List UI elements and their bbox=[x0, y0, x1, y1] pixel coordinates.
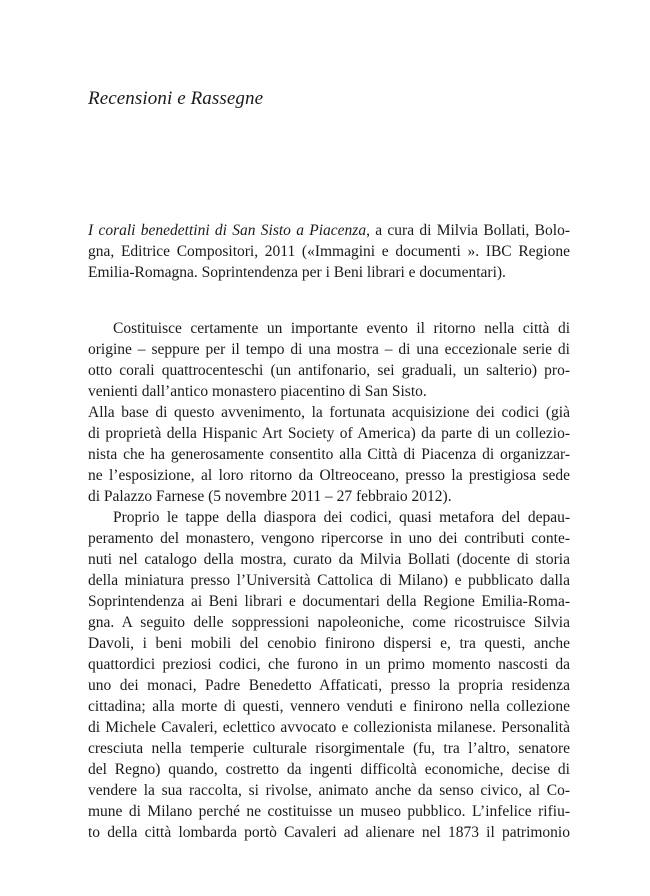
body-line: Proprio le tappe della diaspora dei codici, quasi metafora del depau- bbox=[113, 509, 570, 526]
citation-line: gna, Editrice Compositori, 2011 («Immagini e documenti ». IBC Regione bbox=[88, 243, 570, 260]
book-title: I corali benedettini di San Sisto a Piacenza bbox=[88, 222, 367, 239]
body-line: venienti dall’antico monastero piacentino di San Sisto. bbox=[88, 383, 427, 400]
body-line: peramento del monastero, vengono ripercorse in uno dei contributi conte- bbox=[88, 530, 570, 547]
citation-line bbox=[88, 220, 570, 241]
body-line: di Palazzo Farnese (5 novembre 2011 – 27 febbraio 2012). bbox=[88, 488, 452, 505]
body-line: nista che ha generosamente consentito alla Città di Piacenza di organizzar- bbox=[88, 446, 570, 463]
citation-text: , a cura di Milvia Bollati, Bolo- bbox=[366, 222, 570, 239]
body-line: mune di Milano perché ne costituisse un museo pubblico. L’infelice rifiu- bbox=[88, 803, 570, 820]
body-line: quattordici preziosi codici, che furono in un primo momento nascosti da bbox=[88, 656, 570, 673]
section-title: Recensioni e Rassegne bbox=[88, 88, 264, 109]
body-line: della miniatura presso l’Università Cattolica di Milano) e pubblicato dalla bbox=[88, 572, 570, 589]
body-line: vendere la sua raccolta, si rivolse, animato anche da senso civico, al Co- bbox=[88, 782, 570, 799]
body-line: di Michele Cavaleri, eclettico avvocato e collezionista milanese. Personalità bbox=[88, 719, 570, 736]
body-line: to della città lombarda portò Cavaleri ad alienare nel 1873 il patrimonio bbox=[88, 824, 570, 841]
citation-line: Emilia-Romagna. Soprintendenza per i Beni librari e documentari). bbox=[88, 264, 506, 281]
body-line: cittadina; alla morte di questi, vennero venduti e finirono nella collezione bbox=[88, 698, 570, 715]
body-line: origine – seppure per il tempo di una mostra – di una eccezionale serie di bbox=[88, 341, 570, 358]
body-line: Soprintendenza ai Beni librari e documentari della Regione Emilia-Roma- bbox=[88, 593, 570, 610]
body-line: cresciuta nella temperie culturale risorgimentale (fu, tra l’altro, senatore bbox=[88, 740, 570, 757]
body-line: gna. A seguito delle soppressioni napoleoniche, come ricostruisce Silvia bbox=[88, 614, 570, 631]
body-line: nuti nel catalogo della mostra, curato da Milvia Bollati (docente di storia bbox=[88, 551, 570, 568]
body-line: otto corali quattrocenteschi (un antifonario, sei graduali, un salterio) pro- bbox=[88, 362, 570, 379]
body-line: Costituisce certamente un importante evento il ritorno nella città di bbox=[113, 320, 570, 337]
body-line: Davoli, i beni mobili del cenobio finirono dispersi e, tra questi, anche bbox=[88, 635, 570, 652]
body-line: uno dei monaci, Padre Benedetto Affaticati, presso la propria residenza bbox=[88, 677, 570, 694]
body-line: Alla base di questo avvenimento, la fortunata acquisizione dei codici (già bbox=[88, 404, 570, 421]
body-line: del Regno) quando, costretto da ingenti difficoltà economiche, decise di bbox=[88, 761, 570, 778]
body-line: ne l’esposizione, al loro ritorno da Oltreoceano, presso la prestigiosa sede bbox=[88, 467, 570, 484]
body-line: di proprietà della Hispanic Art Society of America) da parte di un collezio- bbox=[88, 425, 570, 442]
